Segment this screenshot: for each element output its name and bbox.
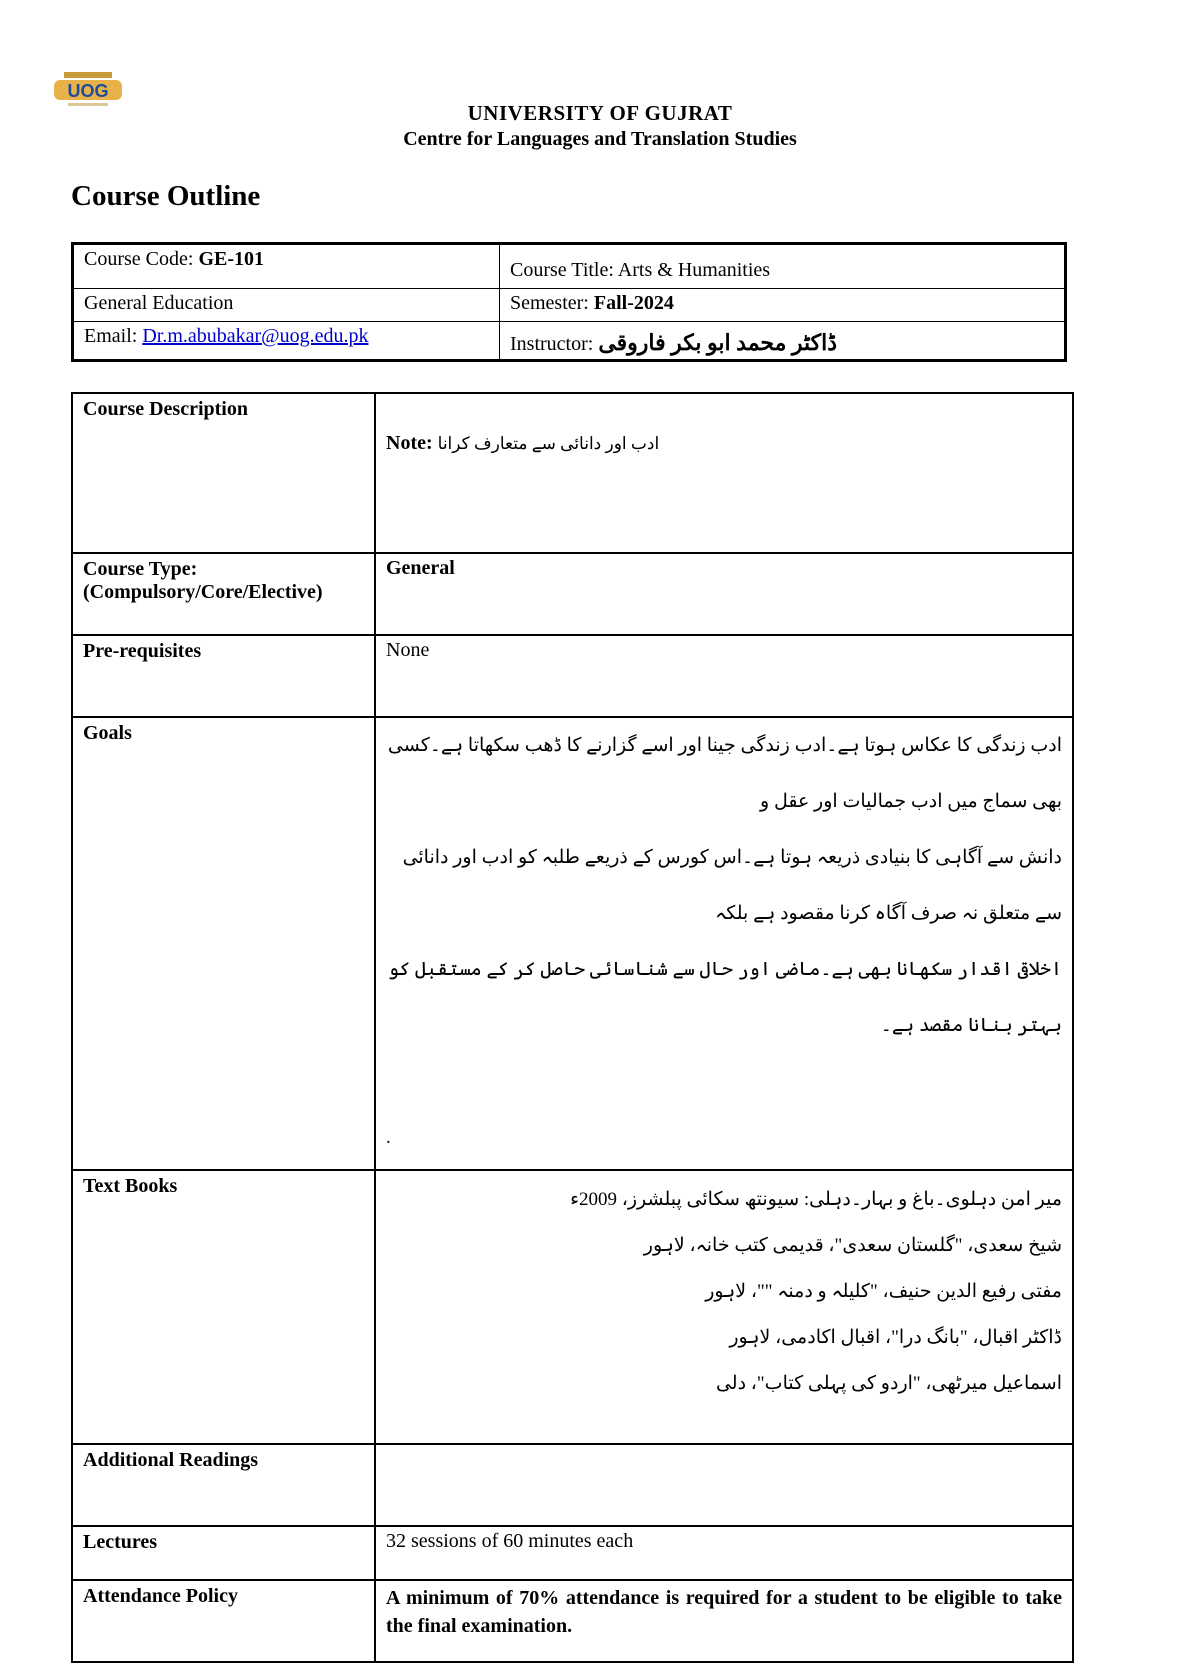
course-type-options: (Compulsory/Core/Elective) [83, 581, 323, 603]
description-value: ادب اور دانائی سے متعارف کرانا [437, 434, 660, 453]
lectures-label: Lectures [72, 1526, 375, 1580]
goals-line: ادب زندگی کا عکاس ہوتا ہے۔ادب زندگی جینا اور اسے گزارنے کا ڈھب سکھاتا ہے۔کسی بھی سماج میں ادب جمالیات اور عقل و [387, 735, 1062, 812]
goals-line: اخلاقی اقدار سکھانا بھی ہے۔ماضی اور حال سے شناسائی حاصل کر کے مستقبل کو بہتر بنانا مقصد ہے۔ [387, 959, 1062, 1036]
course-code-label: Course Code: [84, 248, 194, 270]
readings-value [375, 1444, 1073, 1526]
textbook-item: شیخ سعدی، "گلستان سعدی"، قدیمی کتب خانہ، لاہور [643, 1235, 1062, 1256]
course-title-value: Arts & Humanities [617, 259, 771, 281]
category-value: General Education [84, 292, 234, 314]
prereq-value: None [375, 635, 1073, 717]
semester-cell [500, 289, 1066, 322]
textbook-item: مفتی رفیع الدین حنیف، "کلیلہ و دمنہ ""، لاہور [705, 1281, 1062, 1302]
course-type-label: Course Type: [83, 558, 198, 580]
semester-value: Fall-2024 [593, 292, 674, 314]
prereq-label: Pre-requisites [72, 635, 375, 717]
course-type-label-cell [72, 553, 375, 635]
document-header [0, 100, 1200, 152]
textbook-item: میر امن دہلوی۔باغ و بہار۔دہلی: سیونتھ سکائی پبلشرز، 2009ء [570, 1189, 1062, 1210]
goals-line [386, 1054, 1062, 1110]
attendance-value: A minimum of 70% attendance is required for a student to be eligible to take the final examination. [375, 1580, 1073, 1662]
centre-name: Centre for Languages and Translation Studies [403, 128, 797, 150]
course-code-value: GE-101 [198, 248, 264, 270]
category-cell [73, 289, 500, 322]
email-link[interactable]: Dr.m.abubakar@uog.edu.pk [142, 325, 369, 347]
semester-label: Semester: [510, 292, 589, 314]
course-code-cell [73, 244, 500, 289]
course-title-cell [500, 244, 1066, 289]
textbook-item: ڈاکٹر اقبال، "بانگ درا"، اقبال اکادمی، لاہور [729, 1327, 1062, 1348]
description-label: Course Description [72, 393, 375, 553]
readings-label: Additional Readings [72, 1444, 375, 1526]
goals-cell [375, 717, 1073, 1170]
instructor-cell [500, 322, 1066, 361]
course-details-table [71, 392, 1074, 1663]
attendance-label: Attendance Policy [72, 1580, 375, 1662]
description-cell [375, 393, 1073, 553]
textbooks-label: Text Books [72, 1170, 375, 1444]
university-name: UNIVERSITY OF GUJRAT [467, 101, 733, 125]
lectures-value: 32 sessions of 60 minutes each [375, 1526, 1073, 1580]
course-type-value: General [375, 553, 1073, 635]
page-title: Course Outline [71, 180, 261, 212]
instructor-label: Instructor: [510, 333, 594, 355]
course-info-table [71, 242, 1067, 362]
note-label: Note: [386, 432, 433, 454]
textbook-item: اسماعیل میرٹھی، "اردو کی پہلی کتاب"، دلی [715, 1373, 1062, 1394]
course-title-label: Course Title: [510, 259, 614, 281]
svg-text:UOG: UOG [67, 81, 109, 101]
goals-label: Goals [72, 717, 375, 1170]
textbooks-cell [375, 1170, 1073, 1444]
email-label: Email: [84, 325, 138, 347]
goals-line: . [386, 1127, 391, 1148]
instructor-name: ڈاکٹر محمد ابو بکر فاروقی [598, 330, 838, 355]
email-cell [73, 322, 500, 361]
goals-line: دانش سے آگاہی کا بنیادی ذریعہ ہوتا ہے۔اس کورس کے ذریعے طلبہ کو ادب اور دانائی سے متعلق نہ صرف آگاہ کرنا مقصود ہے بلکہ [402, 847, 1062, 924]
